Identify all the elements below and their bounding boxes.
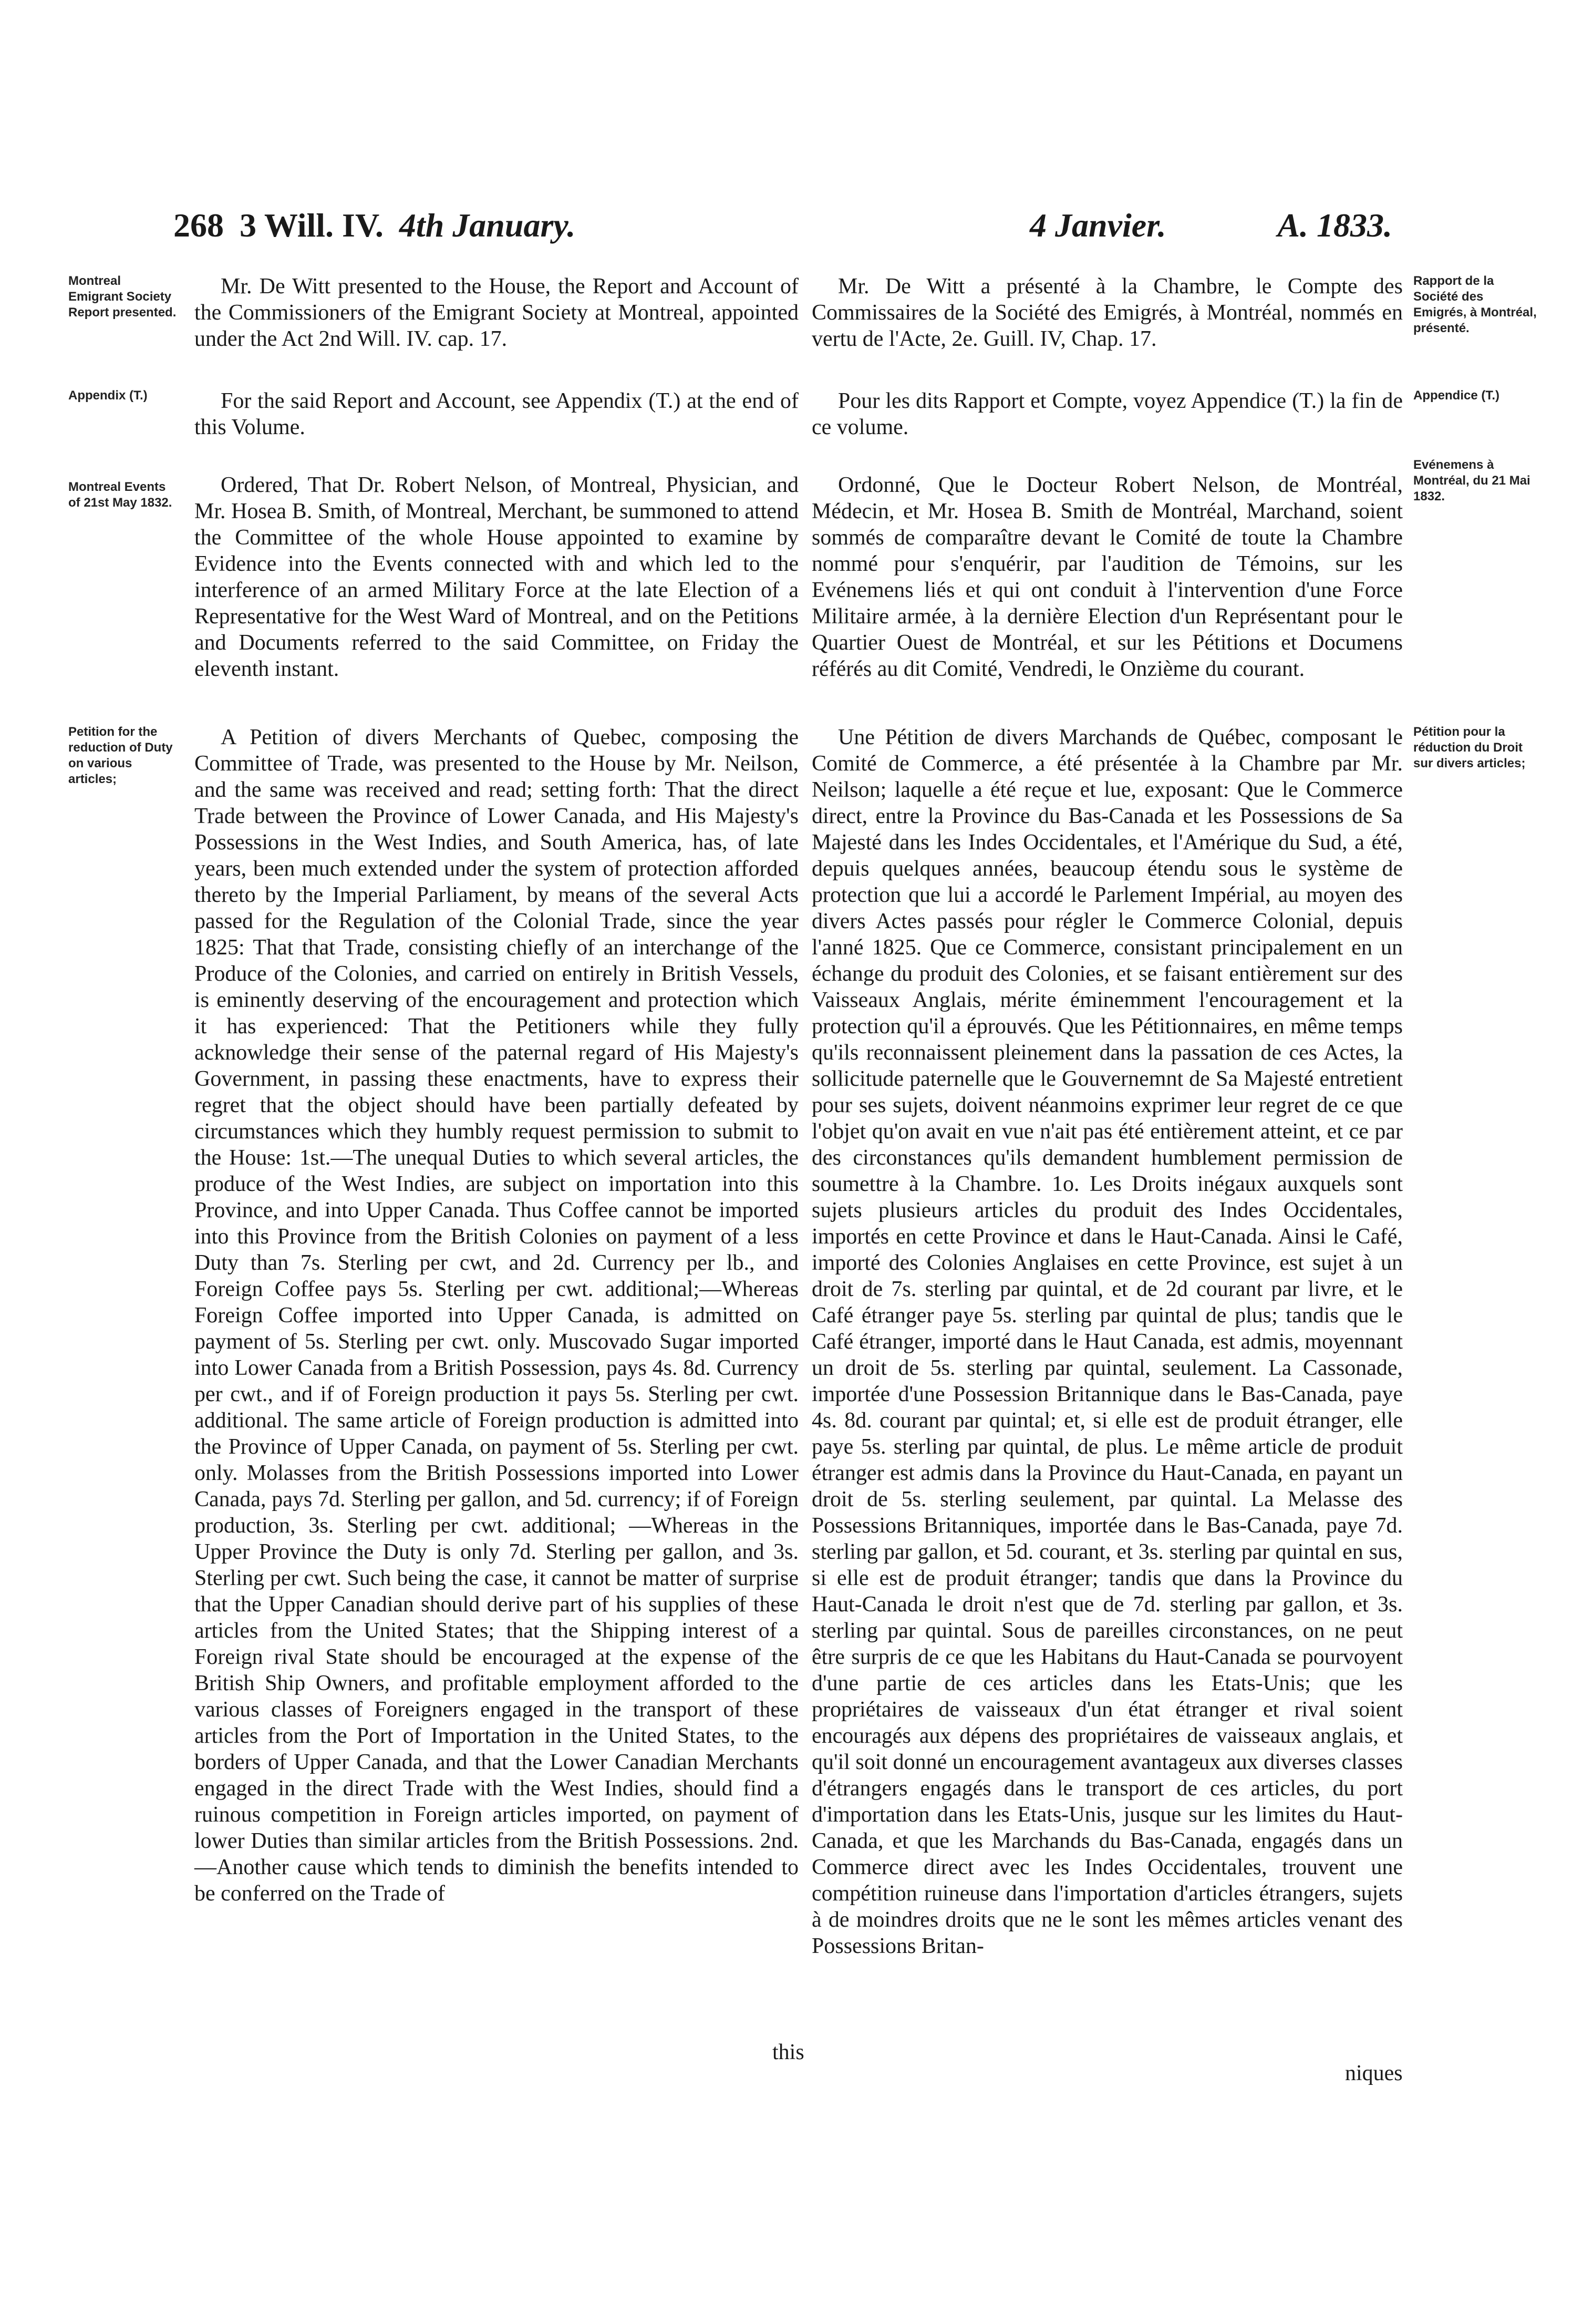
margin-note-right-1: Rapport de la Société des Emigrés, à Montréal, présenté.: [1413, 274, 1537, 335]
english-paragraph-2: For the said Report and Account, see Appendix (T.) at the end of this Volume.: [194, 389, 799, 439]
catchword-english: this: [772, 2040, 804, 2064]
running-header-left: [173, 206, 778, 253]
date-french: 4 Janvier.: [1030, 207, 1166, 244]
english-paragraph-1: Mr. De Witt presented to the House, the Report and Account of the Commissioners of the Emigrant Society at Montreal, appointed under the Act 2nd Will. IV. cap. 17.: [194, 274, 799, 351]
date-english: 4th January.: [399, 207, 576, 244]
regnal-year: 3 Will. IV.: [240, 207, 384, 244]
page-number: 268: [173, 207, 224, 244]
french-paragraph-4: Une Pétition de divers Marchands de Québec, composant le Comité de Commerce, a été présentée à la Chambre par Mr. Neilson; laquelle a été reçue et lue, exposant: Que le Commerce direct, entre la Province du Bas-Canada et les Possessions de Sa Majesté dans les Indes Occidentales, et l'Amérique du Sud, a été, depuis quelques années, beaucoup étendu sous le système de protection que lui a accordé le Parlement Impérial, au moyen des divers Actes passés pour régler le Commerce Colonial, depuis l'anné 1825. Que ce Commerce, consistant principalement en un échange du produit des Colonies, et se faisant entièrement sur des Vaisseaux Anglais, mérite éminemment l'encouragement et la protection qu'il a éprouvés. Que les Pétitionnaires, en même temps qu'ils reconnaissent pleinement dans la passation de ces Actes, la sollicitude paternelle que le Gouvernemnt de Sa Majesté entretient pour ses sujets, doivent néanmoins exprimer leur regret de ce que l'objet qu'on avait en vue n'ait pas été entièrement atteint, et ce par des circonstances qu'ils demandent humblement permission de soumettre à la Chambre. 1o. Les Droits inégaux auxquels sont sujets plusieurs articles du produit des Indes Occidentales, importés en cette Province et dans le Haut-Canada. Ainsi le Café, importé des Colonies Anglaises en cette Province, est sujet à un droit de 7s. sterling par quintal, et de 2d courant par livre, et le Café étranger paye 5s. sterling par quintal de plus; tandis que le Café étranger, importé dans le Haut Canada, est admis, moyennant un droit de 5s. sterling par quintal, seulement. La Cassonade, importée d'une Possession Britannique dans le Bas-Canada, paye 4s. 8d. courant par quintal; et, si elle est de produit étranger, elle paye 5s. sterling par quintal, de plus. Le même article de produit étranger est admis dans la Province du Haut-Canada, en payant un droit de 5s. sterling seulement, par quintal. La Melasse des Possessions Britanniques, importée dans le Bas-Canada, paye 7d. sterling par gallon, et 5d. courant, et 3s. sterling par quintal en sus, si elle est de produit étranger; tandis que dans la Province du Haut-Canada le droit n'est que de 7d. sterling par gallon, et 3s. sterling par quintal. Sous de pareilles circonstances, on ne peut être surpris de ce que les Habitans du Haut-Canada se pourvoyent d'une partie de ces articles dans les Etats-Unis; que les propriétaires de vaisseaux d'un état étranger et rival soient encouragés aux dépens des propriétaires de vaisseaux anglais, et qu'il soit donné un encouragement avantageux aux diverses classes d'étrangers engagés dans le transport de ces articles, du port d'importation dans les Etats-Unis, jusque sur les limites du Haut-Canada, et que les Marchands du Bas-Canada, engagés dans un Commerce direct avec les Indes Occidentales, trouvent une compétition ruineuse dans l'importation d'articles étrangers, sujets à de moindres droits que ne le sont les mêmes articles venant des Possessions Britan-: [812, 725, 1403, 1958]
running-header-right: [1030, 206, 1408, 253]
margin-note-right-2: Appendice (T.): [1413, 388, 1500, 403]
margin-note-right-3: Evénemens à Montréal, du 21 Mai 1832.: [1413, 458, 1530, 503]
margin-note-right-4: Pétition pour la réduction du Droit sur divers articles;: [1413, 725, 1526, 770]
french-paragraph-3: Ordonné, Que le Docteur Robert Nelson, de Montréal, Médecin, et Mr. Hosea B. Smith de Montréal, Marchand, soient sommés de comparaître devant le Comité de toute la Chambre nommé pour s'enquérir, par l'audition de Témoins, sur les Evénemens liés et qui ont conduit à l'intervention d'une Force Militaire armée, à la dernière Election d'un Représentant pour le Quartier Ouest de Montréal, et sur les Pétitions et Documens référés au dit Comité, Vendredi, le Onzième du courant.: [812, 473, 1403, 681]
margin-note-left-4: Petition for the reduction of Duty on various articles;: [68, 725, 173, 786]
english-paragraph-4: A Petition of divers Merchants of Quebec, composing the Committee of Trade, was presented to the House by Mr. Neilson, and the same was received and read; setting forth: That the direct Trade between the Province of Lower Canada, and His Majesty's Possessions in the West Indies, and South America, has, of late years, been much extended under the system of protection afforded thereto by the Imperial Parliament, by means of the several Acts passed for the Regulation of the Colonial Trade, since the year 1825: That that Trade, consisting chiefly of an interchange of the Produce of the Colonies, and carried on entirely in British Vessels, is eminently deserving of the encouragement and protection which it has experienced: That the Petitioners while they fully acknowledge their sense of the paternal regard of His Majesty's Government, in passing these enactments, have to express their regret that the object should have been partially defeated by circumstances which they humbly request permission to submit to the House: 1st.—The unequal Duties to which several articles, the produce of the West Indies, are subject on importation into this Province, and into Upper Canada. Thus Coffee cannot be imported into this Province from the British Colonies on payment of a less Duty than 7s. Sterling per cwt, and 2d. Currency per lb., and Foreign Coffee pays 5s. Sterling per cwt. additional;—Whereas Foreign Coffee imported into Upper Canada, is admitted on payment of 5s. Sterling per cwt. only. Muscovado Sugar imported into Lower Canada from a British Possession, pays 4s. 8d. Currency per cwt., and if of Foreign production it pays 5s. Sterling per cwt. additional. The same article of Foreign production is admitted into the Province of Upper Canada, on payment of 5s. Sterling per cwt. only. Molasses from the British Possessions imported into Lower Canada, pays 7d. Sterling per gallon, and 5d. currency; if of Foreign production, 3s. Sterling per cwt. additional; —Whereas in the Upper Province the Duty is only 7d. Sterling per gallon, and 3s. Sterling per cwt. Such being the case, it cannot be matter of surprise that the Upper Canadian should derive part of his supplies of these articles from the United States; that the Shipping interest of a Foreign rival State should be encouraged at the expense of the British Ship Owners, and profitable employment afforded to the various classes of Foreigners engaged in the transport of these articles from the Port of Importation in the United States, to the borders of Upper Canada, and that the Lower Canadian Merchants engaged in the direct Trade with the West Indies, should find a ruinous competition in Foreign articles imported, on payment of lower Duties than similar articles from the British Possessions. 2nd.—Another cause which tends to diminish the benefits intended to be conferred on the Trade of: [194, 725, 799, 1906]
year: A. 1833.: [1277, 207, 1392, 244]
margin-note-left-3: Montreal Events of 21st May 1832.: [68, 480, 172, 510]
margin-note-left-2: Appendix (T.): [68, 388, 148, 403]
french-paragraph-2: Pour les dits Rapport et Compte, voyez Appendice (T.) la fin de ce volume.: [812, 389, 1403, 439]
english-paragraph-3: Ordered, That Dr. Robert Nelson, of Montreal, Physician, and Mr. Hosea B. Smith, of Montreal, Merchant, be summoned to attend the Committee of the whole House appointed to examine by Evidence into the Events connected with and which led to the interference of an armed Military Force at the late Election of a Representative for the West Ward of Montreal, and on the Petitions and Documents referred to the said Committee, on Friday the eleventh instant.: [194, 473, 799, 681]
catchword-french: niques: [1345, 2061, 1403, 2085]
margin-note-left-1: Montreal Emigrant Society Report presented.: [68, 274, 177, 320]
french-paragraph-1: Mr. De Witt a présenté à la Chambre, le Compte des Commissaires de la Société des Emigrés, à Montréal, nommés en vertu de l'Acte, 2e. Guill. IV, Chap. 17.: [812, 274, 1403, 351]
